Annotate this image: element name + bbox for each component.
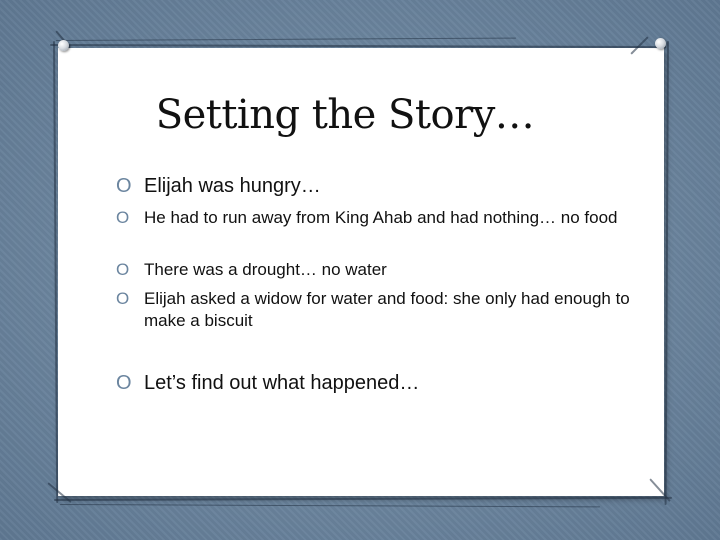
bullet-text: Elijah asked a widow for water and food: she only had enough to make a biscuit: [144, 289, 630, 330]
bullet-marker: O: [116, 175, 132, 197]
slide-title: Setting the Story…: [155, 92, 535, 138]
bullet-marker: O: [116, 208, 130, 227]
bullet-text: He had to run away from King Ahab and had nothing… no food: [144, 208, 618, 227]
bullet-text: Let’s find out what happened…: [144, 372, 420, 394]
bullet-text: There was a drought… no water: [144, 260, 387, 279]
bullet-marker: O: [116, 289, 130, 308]
bullet-marker: O: [116, 372, 132, 394]
bullet-marker: O: [116, 260, 130, 279]
bullet-text: Elijah was hungry…: [144, 175, 321, 197]
